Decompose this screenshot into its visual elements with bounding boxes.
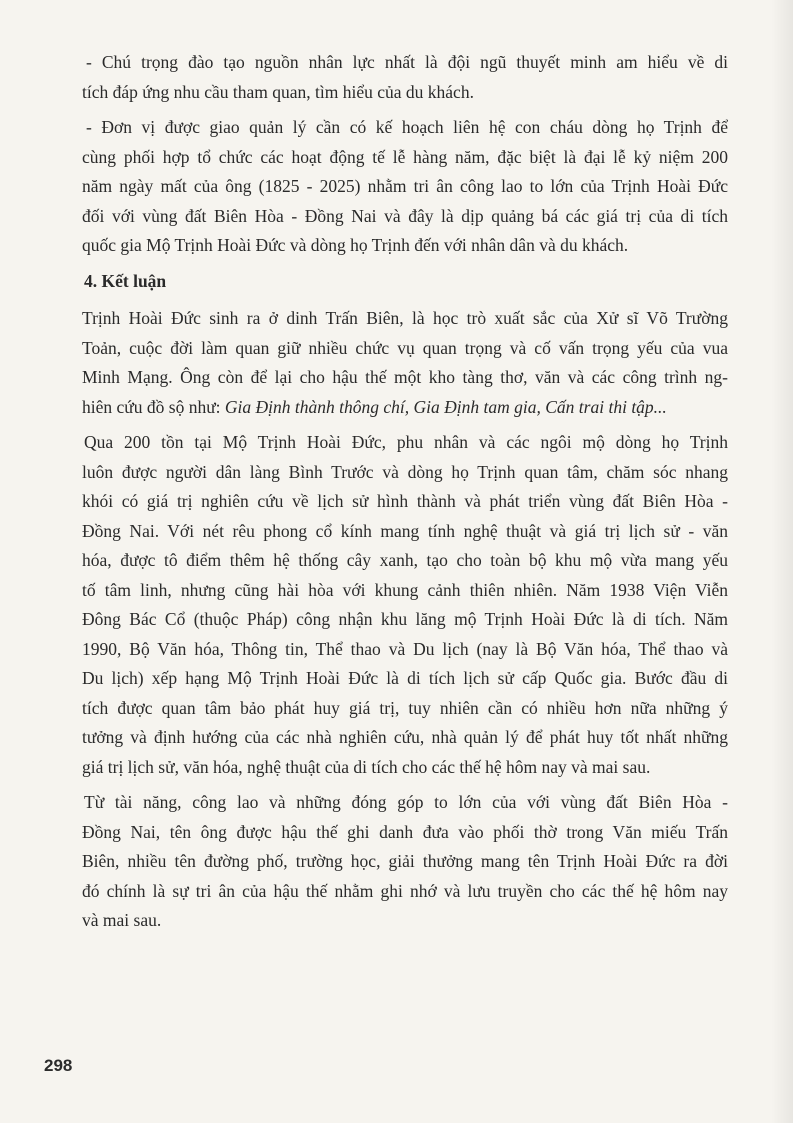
text-line: 1990, Bộ Văn hóa, Thông tin, Thể thao và Du lịch (nay là Bộ Văn hóa, Thể thao và — [82, 638, 728, 659]
text-line: tưởng và định hướng của các nhà nghiên cứu, nhà quản lý để phát huy tốt nhất những — [82, 727, 728, 747]
text-line: đối với vùng đất Biên Hòa - Đồng Nai và đây là dịp quảng bá các giá trị của di tích — [82, 205, 728, 226]
text-line: tích được quan tâm bảo phát huy giá trị, tuy nhiên cần có nhiều hơn nữa những ý — [82, 697, 728, 718]
text-line: Minh Mạng. Ông còn để lại cho hậu thế một kho tàng thơ, văn và các công trình ng- — [82, 367, 728, 387]
text-line: cùng phối hợp tổ chức các hoạt động tế lễ hàng năm, đặc biệt là đại lễ kỷ niệm 200 — [82, 146, 728, 167]
text-line: năm ngày mất của ông (1825 - 2025) nhằm tri ân công lao to lớn của Trịnh Hoài Đức — [82, 176, 728, 196]
text-line: Đồng Nai, tên ông được hậu thế ghi danh đưa vào phối thờ trong Văn miếu Trấn — [82, 821, 728, 842]
text-line: và mai sau. — [82, 910, 162, 930]
page-number: 298 — [44, 1056, 73, 1075]
conclusion-paragraph-tomb — [82, 428, 728, 782]
text-line: Đồng Nai. Với nét rêu phong cổ kính mang tính nghệ thuật và giá trị lịch sử - văn — [82, 520, 728, 541]
text-line: - Chú trọng đào tạo nguồn nhân lực nhất là đội ngũ thuyết minh am hiểu về di — [86, 52, 728, 72]
book-titles: Gia Định thành thông chí, Gia Định tam gia, Cấn trai thi tập... — [224, 396, 667, 417]
section-heading: 4. Kết luận — [84, 270, 167, 291]
text-line: tích đáp ứng nhu cầu tham quan, tìm hiểu của du khách. — [82, 81, 474, 102]
text-line: giá trị lịch sử, văn hóa, nghệ thuật của di tích cho các thế hệ hôm nay và mai sau. — [82, 756, 651, 777]
text-line: Từ tài năng, công lao và những đóng góp to lớn của với vùng đất Biên Hòa - — [84, 792, 728, 812]
text-line: khói có giá trị nghiên cứu về lịch sử hình thành và phát triển vùng đất Biên Hòa - — [82, 491, 728, 511]
conclusion-paragraph-legacy — [82, 788, 728, 936]
text-line: - Đơn vị được giao quản lý cần có kế hoạch liên hệ con cháu dòng họ Trịnh để — [86, 117, 728, 137]
text-line: Đông Bác Cổ (thuộc Pháp) công nhận khu lăng mộ Trịnh Hoài Đức là di tích. Năm — [82, 609, 728, 629]
text-line: hóa, được tô điểm thêm hệ thống cây xanh, tạo cho toàn bộ khu mộ vừa mang yếu — [82, 550, 728, 570]
text-line: Du lịch) xếp hạng Mộ Trịnh Hoài Đức là di tích lịch sử cấp Quốc gia. Bước đầu di — [82, 668, 728, 688]
text-line: Biên, nhiều tên đường phố, trường học, giải thưởng mang tên Trịnh Hoài Đức ra đời — [82, 851, 728, 871]
text-line: Qua 200 tồn tại Mộ Trịnh Hoài Đức, phu nhân và các ngôi mộ dòng họ Trịnh — [84, 432, 728, 452]
text-line: tố tâm linh, nhưng cũng hài hòa với khung cảnh thiên nhiên. Năm 1938 Viện Viễn — [82, 579, 728, 600]
text-line-with-titles — [82, 393, 728, 423]
text-line: đó chính là sự tri ân của hậu thế nhằm ghi nhớ và lưu truyền cho các thế hệ hôm nay — [82, 880, 728, 901]
bullet-paragraph-training — [82, 48, 728, 107]
conclusion-paragraph-biography — [82, 304, 728, 422]
text-line: quốc gia Mộ Trịnh Hoài Đức và dòng họ Trịnh đến với nhân dân và du khách. — [82, 235, 629, 255]
page-body — [82, 48, 728, 936]
text-fragment: hiên cứu đồ sộ như: — [82, 396, 225, 417]
text-line: Toản, cuộc đời làm quan giữ nhiều chức vụ quan trọng và cố vấn trọng yếu của vua — [82, 337, 728, 358]
text-line: luôn được người dân làng Bình Trước và dòng họ Trịnh quan tâm, chăm sóc nhang — [82, 461, 728, 482]
bullet-paragraph-management — [82, 113, 728, 261]
text-line: Trịnh Hoài Đức sinh ra ở dinh Trấn Biên, là học trò xuất sắc của Xử sĩ Võ Trường — [82, 308, 728, 328]
page-edge-shadow — [771, 0, 793, 1123]
